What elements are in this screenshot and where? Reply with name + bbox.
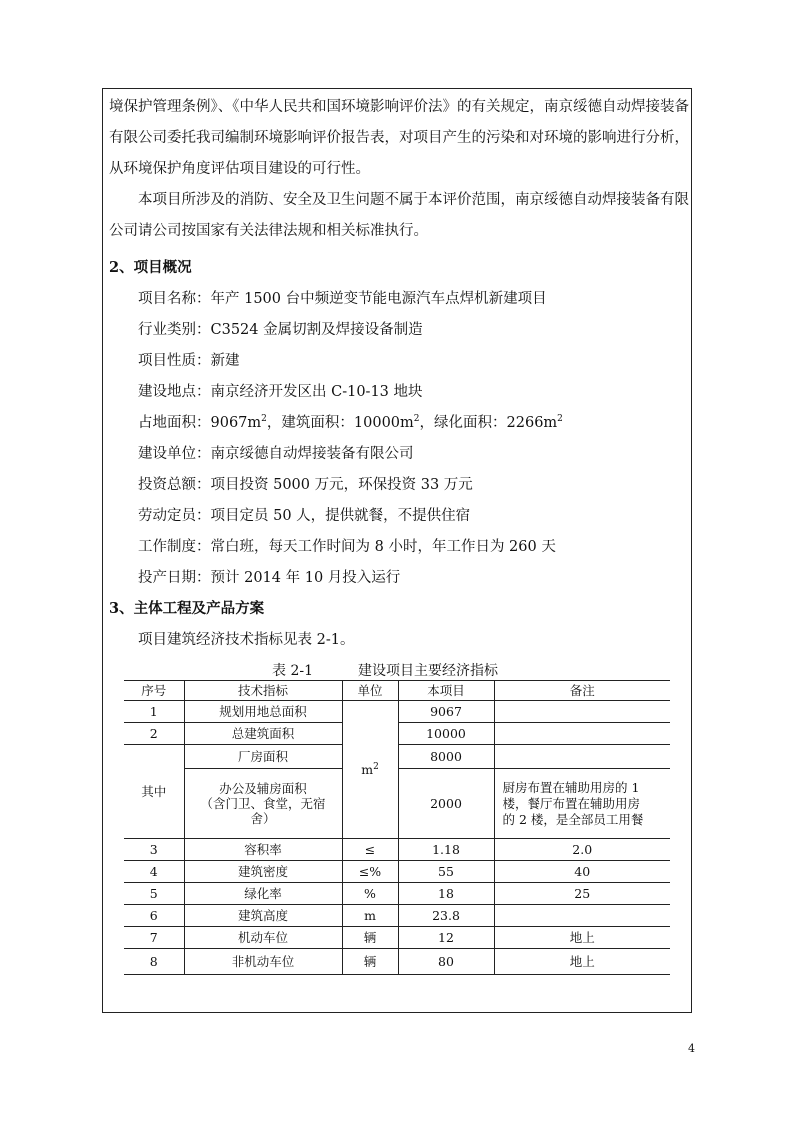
table-row: 6 建筑高度 m 23.8: [124, 905, 670, 927]
section-2-heading: 2、项目概况: [109, 259, 192, 276]
table-number: 表 2-1: [272, 663, 313, 679]
area-unit-cell: $m^2$: [342, 701, 398, 839]
project-name-line: 项目名称：年产 1500 台中频逆变节能电源汽车点焊机新建项目: [138, 291, 547, 307]
location-line: 建设地点：南京经济开发区出 C-10-13 地块: [138, 384, 423, 400]
table-row: 7 机动车位 辆 12 地上: [124, 927, 670, 949]
header-unit: 单位: [342, 681, 398, 701]
qizhong-cell: 其中: [124, 745, 184, 839]
shift-line: 工作制度：常白班，每天工作时间为 8 小时，年工作日为 260 天: [138, 539, 556, 555]
page-number: 4: [688, 1042, 695, 1055]
section-3-heading: 3、主体工程及产品方案: [109, 600, 265, 617]
table-row: 3 容积率 ≤ 1.18 2.0: [124, 839, 670, 861]
table-row: 办公及辅房面积 （含门卫、食堂，无宿 舍） 2000 厨房布置在辅助用房的 1 楼，餐厅布置在辅助用房 的 2 楼，是全部员工用餐: [124, 769, 670, 839]
table-row: 1 规划用地总面积 $m^2$ 9067: [124, 701, 670, 723]
intro-paragraph-2: 本项目所涉及的消防、安全及卫生问题不属于本评价范围，南京绥德自动焊接装备有限公司请公司按国家有关法律法规和相关标准执行。: [109, 192, 689, 239]
area-line: 占地面积：$9067m^2$，建筑面积：$10000m^2$，绿化面积：$2266m^2$: [138, 414, 563, 431]
header-item: 技术指标: [184, 681, 342, 701]
industry-line: 行业类别：C3524 金属切割及焊接设备制造: [138, 322, 423, 338]
header-value: 本项目: [398, 681, 494, 701]
table-row: 5 绿化率 % 18 25: [124, 883, 670, 905]
builder-line: 建设单位：南京绥德自动焊接装备有限公司: [138, 446, 414, 462]
table-row: 2 总建筑面积 10000: [124, 723, 670, 745]
investment-line: 投资总额：项目投资 5000 万元，环保投资 33 万元: [138, 477, 473, 493]
table-row: 8 非机动车位 辆 80 地上: [124, 949, 670, 975]
table-title: 建设项目主要经济指标: [358, 663, 498, 679]
table-row: 其中 厂房面积 8000: [124, 745, 670, 769]
staff-line: 劳动定员：项目定员 50 人，提供就餐，不提供住宿: [138, 508, 471, 524]
table-header-row: [124, 681, 670, 701]
indicator-table: [124, 680, 670, 975]
intro-paragraph-1: 境保护管理条例》、《中华人民共和国环境影响评价法》的有关规定，南京绥德自动焊接装备有限公司委托我司编制环境影响评价报告表，对项目产生的污染和对环境的影响进行分析，从环境保护角度评估项目建设的可行性。: [109, 99, 689, 177]
header-note: 备注: [494, 681, 670, 701]
section-3-intro: 项目建筑经济技术指标见表 2-1。: [138, 632, 355, 648]
nature-line: 项目性质：新建: [138, 353, 240, 369]
table-row: 4 建筑密度 ≤% 55 40: [124, 861, 670, 883]
start-date-line: 投产日期：预计 2014 年 10 月投入运行: [138, 570, 401, 586]
header-no: 序号: [124, 681, 184, 701]
